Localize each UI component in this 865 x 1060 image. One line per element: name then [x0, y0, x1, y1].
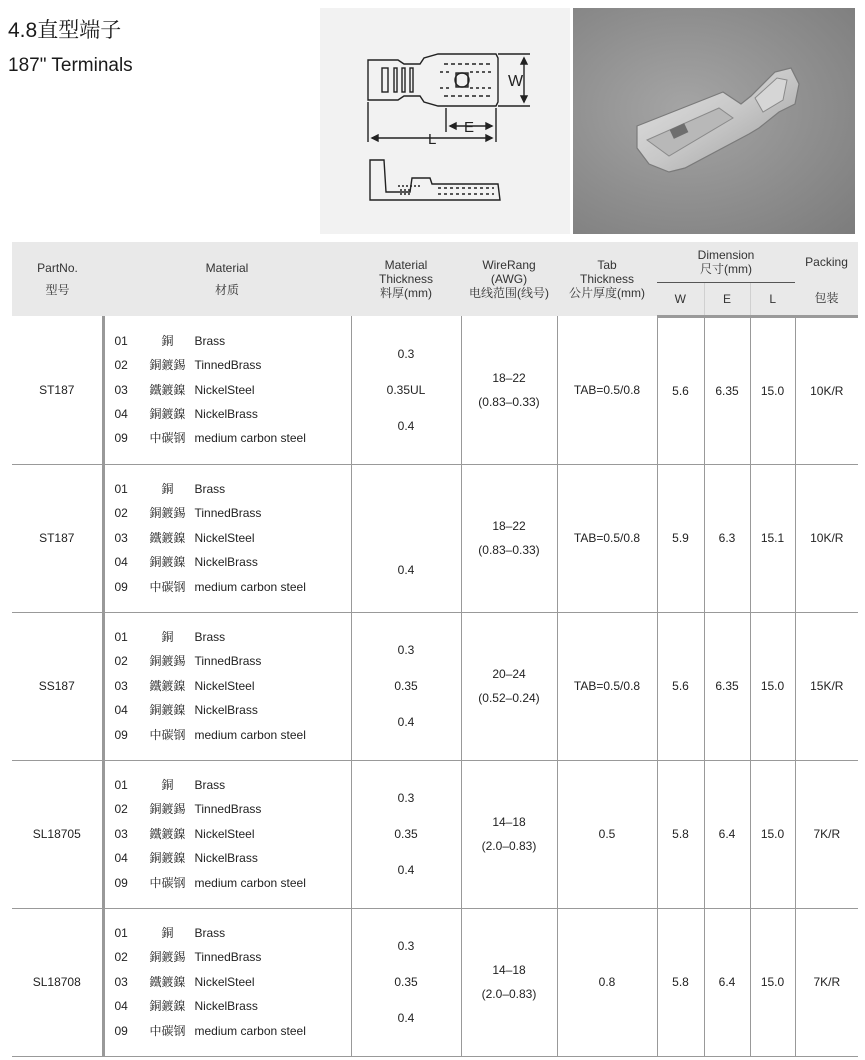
- dimension-l-cell: 15.0: [750, 760, 795, 908]
- material-item: [115, 846, 351, 870]
- material-code: 04: [114, 851, 128, 866]
- material-name-en: medium carbon steel: [194, 1023, 306, 1038]
- material-cell: [103, 908, 351, 1056]
- material-item: [115, 797, 351, 821]
- terminal-technical-drawing: [320, 8, 570, 234]
- thickness-value: 0.4: [397, 715, 415, 729]
- material-item: [115, 625, 351, 649]
- header-wire-cn: 电线范围(线号): [469, 286, 549, 300]
- material-name-en: NickelBrass: [194, 851, 258, 866]
- material-code: 01: [114, 630, 128, 645]
- material-code: 09: [114, 431, 128, 446]
- thickness-value: 0.3: [397, 643, 415, 657]
- header-dim-w: W: [657, 282, 704, 316]
- tab-thickness-cell: TAB=0.5/0.8: [557, 464, 657, 612]
- material-item: [115, 994, 351, 1018]
- wire-range-value: 18–22: [492, 370, 526, 385]
- material-item: [115, 921, 351, 945]
- thickness-cell: [351, 908, 461, 1056]
- dimension-e-cell: 6.35: [704, 316, 750, 464]
- material-name-en: Brass: [194, 333, 226, 348]
- material-name-cn: 中碳钢: [149, 1023, 186, 1038]
- terminal-drawing-svg: [320, 8, 570, 234]
- material-item: [115, 353, 351, 377]
- material-name-en: NickelSteel: [194, 382, 255, 397]
- wire-range-value: 20–24: [492, 667, 526, 681]
- header-material-cn: 材质: [214, 283, 239, 297]
- material-name-cn: 鐵鍍鎳: [149, 678, 186, 693]
- material-item: [115, 526, 351, 550]
- material-name-cn: 中碳钢: [149, 875, 186, 890]
- table-row: [12, 760, 858, 908]
- material-name-en: NickelSteel: [194, 530, 255, 545]
- wire-range-value: (0.52–0.24): [478, 691, 540, 705]
- material-name-en: TinnedBrass: [194, 506, 262, 521]
- material-name-cn: 銅鍍鎳: [149, 406, 186, 421]
- dimension-l-cell: 15.1: [750, 464, 795, 612]
- table-row: [12, 908, 858, 1056]
- thickness-value: 0.3: [397, 346, 415, 361]
- material-code: 01: [114, 482, 128, 497]
- material-item: [115, 550, 351, 574]
- material-code: 02: [114, 950, 128, 965]
- material-cell: [103, 612, 351, 760]
- material-name-cn: 鐵鍍鎳: [149, 826, 186, 841]
- header-packing-cn: 包装: [795, 282, 858, 316]
- header-tab-thickness: [557, 242, 657, 316]
- material-code: 01: [114, 926, 128, 941]
- wire-range-cell: [461, 464, 557, 612]
- header-packing: [795, 242, 858, 282]
- material-code: 03: [114, 826, 128, 841]
- material-item: [115, 674, 351, 698]
- material-code: 09: [114, 875, 128, 890]
- material-name-cn: 銅鍍鎳: [149, 703, 186, 718]
- material-code: 04: [114, 406, 128, 421]
- material-item: [115, 773, 351, 797]
- dimension-w-cell: 5.8: [657, 908, 704, 1056]
- tab-thickness-cell: 0.5: [557, 760, 657, 908]
- header-dimension: [657, 242, 795, 282]
- header-thickness-line2: Thickness: [378, 272, 434, 286]
- material-code: 01: [114, 778, 128, 793]
- terminal-photo-svg: [573, 8, 855, 234]
- material-name-cn: 銅鍍鎳: [149, 851, 186, 866]
- header-material: [103, 242, 351, 316]
- packing-cell: 7K/R: [795, 760, 858, 908]
- table-body: [12, 316, 858, 1056]
- wire-range-value: (0.83–0.33): [478, 543, 540, 557]
- material-code: 03: [114, 382, 128, 397]
- material-cell: [103, 760, 351, 908]
- page-title-chinese: 4.8直型端子: [8, 19, 122, 42]
- wire-range-cell: [461, 760, 557, 908]
- dimension-label-e: E: [464, 119, 475, 136]
- header-tab-line2: Thickness: [579, 272, 635, 286]
- material-name-en: medium carbon steel: [194, 431, 306, 446]
- material-name-en: medium carbon steel: [194, 727, 306, 742]
- header-dim-e: E: [704, 282, 750, 316]
- material-name-cn: 銅鍍錫: [149, 358, 186, 373]
- dimension-w-cell: 5.8: [657, 760, 704, 908]
- material-cell: [103, 316, 351, 464]
- thickness-value: 0.4: [397, 562, 415, 577]
- header-dimension-en: Dimension: [697, 247, 755, 262]
- page-title-english: 187" Terminals: [8, 55, 133, 76]
- thickness-value: 0.35: [394, 975, 418, 989]
- material-name-en: TinnedBrass: [194, 654, 262, 669]
- material-code: 01: [114, 333, 128, 348]
- material-code: 03: [114, 678, 128, 693]
- material-name-en: Brass: [194, 926, 226, 941]
- thickness-cell: [351, 316, 461, 464]
- material-name-en: NickelSteel: [194, 678, 255, 693]
- material-name-en: NickelSteel: [194, 974, 255, 989]
- material-item: [115, 871, 351, 895]
- material-name-en: medium carbon steel: [194, 579, 306, 594]
- material-name-en: TinnedBrass: [194, 950, 262, 965]
- dimension-l-cell: 15.0: [750, 316, 795, 464]
- material-name-cn: 銅: [161, 333, 174, 348]
- wire-range-cell: [461, 612, 557, 760]
- material-name-en: Brass: [194, 630, 226, 645]
- tab-thickness-cell: 0.8: [557, 908, 657, 1056]
- material-code: 02: [114, 654, 128, 669]
- material-name-cn: 銅鍍錫: [149, 950, 186, 965]
- header-dim-l: L: [750, 282, 795, 316]
- wire-range-value: (0.83–0.33): [478, 394, 540, 409]
- dimension-l-cell: 15.0: [750, 908, 795, 1056]
- dimension-e-cell: 6.4: [704, 760, 750, 908]
- header-packing-en: Packing: [805, 255, 848, 269]
- material-code: 04: [114, 555, 128, 570]
- material-item: [115, 426, 351, 450]
- material-code: 04: [114, 703, 128, 718]
- material-item: [115, 477, 351, 501]
- material-name-cn: 銅鍍錫: [149, 802, 186, 817]
- material-code: 02: [114, 802, 128, 817]
- material-item: [115, 723, 351, 747]
- material-name-cn: 中碳钢: [149, 431, 186, 446]
- material-name-cn: 銅鍍鎳: [149, 999, 186, 1014]
- part-number-cell: ST187: [12, 316, 103, 464]
- thickness-cell: [351, 464, 461, 612]
- material-name-cn: 中碳钢: [149, 579, 186, 594]
- table-row: [12, 612, 858, 760]
- material-code: 09: [114, 1023, 128, 1038]
- material-name-en: NickelBrass: [194, 406, 258, 421]
- material-item: [115, 329, 351, 353]
- header-part-no: [12, 242, 103, 316]
- wire-range-cell: [461, 908, 557, 1056]
- wire-range-value: (2.0–0.83): [481, 987, 537, 1001]
- material-name-cn: 銅鍍錫: [149, 654, 186, 669]
- header-wire-line2: (AWG): [490, 272, 528, 286]
- material-code: 02: [114, 358, 128, 373]
- material-item: [115, 698, 351, 722]
- dimension-l-cell: 15.0: [750, 612, 795, 760]
- packing-cell: 10K/R: [795, 316, 858, 464]
- material-name-en: NickelBrass: [194, 703, 258, 718]
- header-tab-line1: Tab: [597, 258, 617, 272]
- header-wire-range: [461, 242, 557, 316]
- material-item: [115, 575, 351, 599]
- material-code: 04: [114, 999, 128, 1014]
- material-name-cn: 銅: [161, 926, 174, 941]
- material-name-en: TinnedBrass: [194, 802, 262, 817]
- thickness-value: 0.4: [397, 863, 415, 877]
- material-code: 09: [114, 727, 128, 742]
- tab-thickness-cell: TAB=0.5/0.8: [557, 612, 657, 760]
- thickness-value: 0.3: [397, 791, 415, 805]
- header-thickness-line1: Material: [384, 258, 428, 272]
- material-item: [115, 378, 351, 402]
- header-dimension-cn: 尺寸(mm): [700, 261, 753, 276]
- tab-thickness-cell: TAB=0.5/0.8: [557, 316, 657, 464]
- header-thickness-cn: 料厚(mm): [380, 286, 432, 300]
- dimension-e-cell: 6.4: [704, 908, 750, 1056]
- material-code: 03: [114, 530, 128, 545]
- material-item: [115, 970, 351, 994]
- wire-range-value: 18–22: [492, 519, 526, 533]
- header-part-no-en: PartNo.: [37, 261, 78, 275]
- header-thickness: [351, 242, 461, 316]
- dimension-w-cell: 5.9: [657, 464, 704, 612]
- header-tab-cn: 公片厚度(mm): [569, 286, 645, 300]
- wire-range-value: 14–18: [492, 963, 526, 977]
- part-number-cell: SL18705: [12, 760, 103, 908]
- material-item: [115, 822, 351, 846]
- material-name-en: TinnedBrass: [194, 358, 262, 373]
- wire-range-value: (2.0–0.83): [481, 839, 537, 853]
- material-name-en: NickelBrass: [194, 999, 258, 1014]
- table-header: [12, 242, 858, 316]
- packing-cell: 10K/R: [795, 464, 858, 612]
- packing-cell: 15K/R: [795, 612, 858, 760]
- header-material-en: Material: [205, 261, 249, 275]
- thickness-cell: [351, 612, 461, 760]
- wire-range-cell: [461, 316, 557, 464]
- thickness-value: 0.35: [394, 827, 418, 841]
- material-item: [115, 649, 351, 673]
- material-name-cn: 鐵鍍鎳: [149, 974, 186, 989]
- material-name-en: Brass: [194, 482, 226, 497]
- thickness-value: 0.4: [397, 1011, 415, 1025]
- table-row: [12, 464, 858, 612]
- dimension-label-w: W: [508, 73, 524, 90]
- terminal-product-photo: [573, 8, 855, 234]
- material-code: 02: [114, 506, 128, 521]
- material-item: [115, 402, 351, 426]
- material-name-en: NickelBrass: [194, 555, 258, 570]
- material-name-cn: 中碳钢: [149, 727, 186, 742]
- material-name-cn: 銅: [161, 778, 174, 793]
- material-name-cn: 鐵鍍鎳: [149, 382, 186, 397]
- terminal-spec-table: [12, 242, 858, 1057]
- material-name-en: NickelSteel: [194, 826, 255, 841]
- material-cell: [103, 464, 351, 612]
- material-item: [115, 945, 351, 969]
- thickness-value: 0.4: [397, 418, 415, 433]
- header-part-no-cn: 型号: [45, 283, 70, 297]
- thickness-value: 0.3: [397, 939, 415, 953]
- material-name-en: Brass: [194, 778, 226, 793]
- dimension-e-cell: 6.35: [704, 612, 750, 760]
- material-code: 03: [114, 974, 128, 989]
- dimension-e-cell: 6.3: [704, 464, 750, 612]
- thickness-value: 0.35: [394, 679, 418, 693]
- wire-range-value: 14–18: [492, 815, 526, 829]
- material-name-cn: 銅: [161, 630, 174, 645]
- table-row: [12, 316, 858, 464]
- thickness-cell: [351, 760, 461, 908]
- part-number-cell: SL18708: [12, 908, 103, 1056]
- material-item: [115, 501, 351, 525]
- material-name-cn: 銅: [161, 482, 174, 497]
- material-item: [115, 1019, 351, 1043]
- header-wire-line1: WireRang: [482, 258, 536, 272]
- dimension-label-l: L: [428, 131, 437, 148]
- thickness-value: 0.35UL: [386, 382, 426, 397]
- material-name-cn: 銅鍍鎳: [149, 555, 186, 570]
- part-number-cell: ST187: [12, 464, 103, 612]
- material-name-en: medium carbon steel: [194, 875, 306, 890]
- part-number-cell: SS187: [12, 612, 103, 760]
- material-name-cn: 銅鍍錫: [149, 506, 186, 521]
- dimension-w-cell: 5.6: [657, 612, 704, 760]
- material-code: 09: [114, 579, 128, 594]
- packing-cell: 7K/R: [795, 908, 858, 1056]
- dimension-w-cell: 5.6: [657, 316, 704, 464]
- material-name-cn: 鐵鍍鎳: [149, 530, 186, 545]
